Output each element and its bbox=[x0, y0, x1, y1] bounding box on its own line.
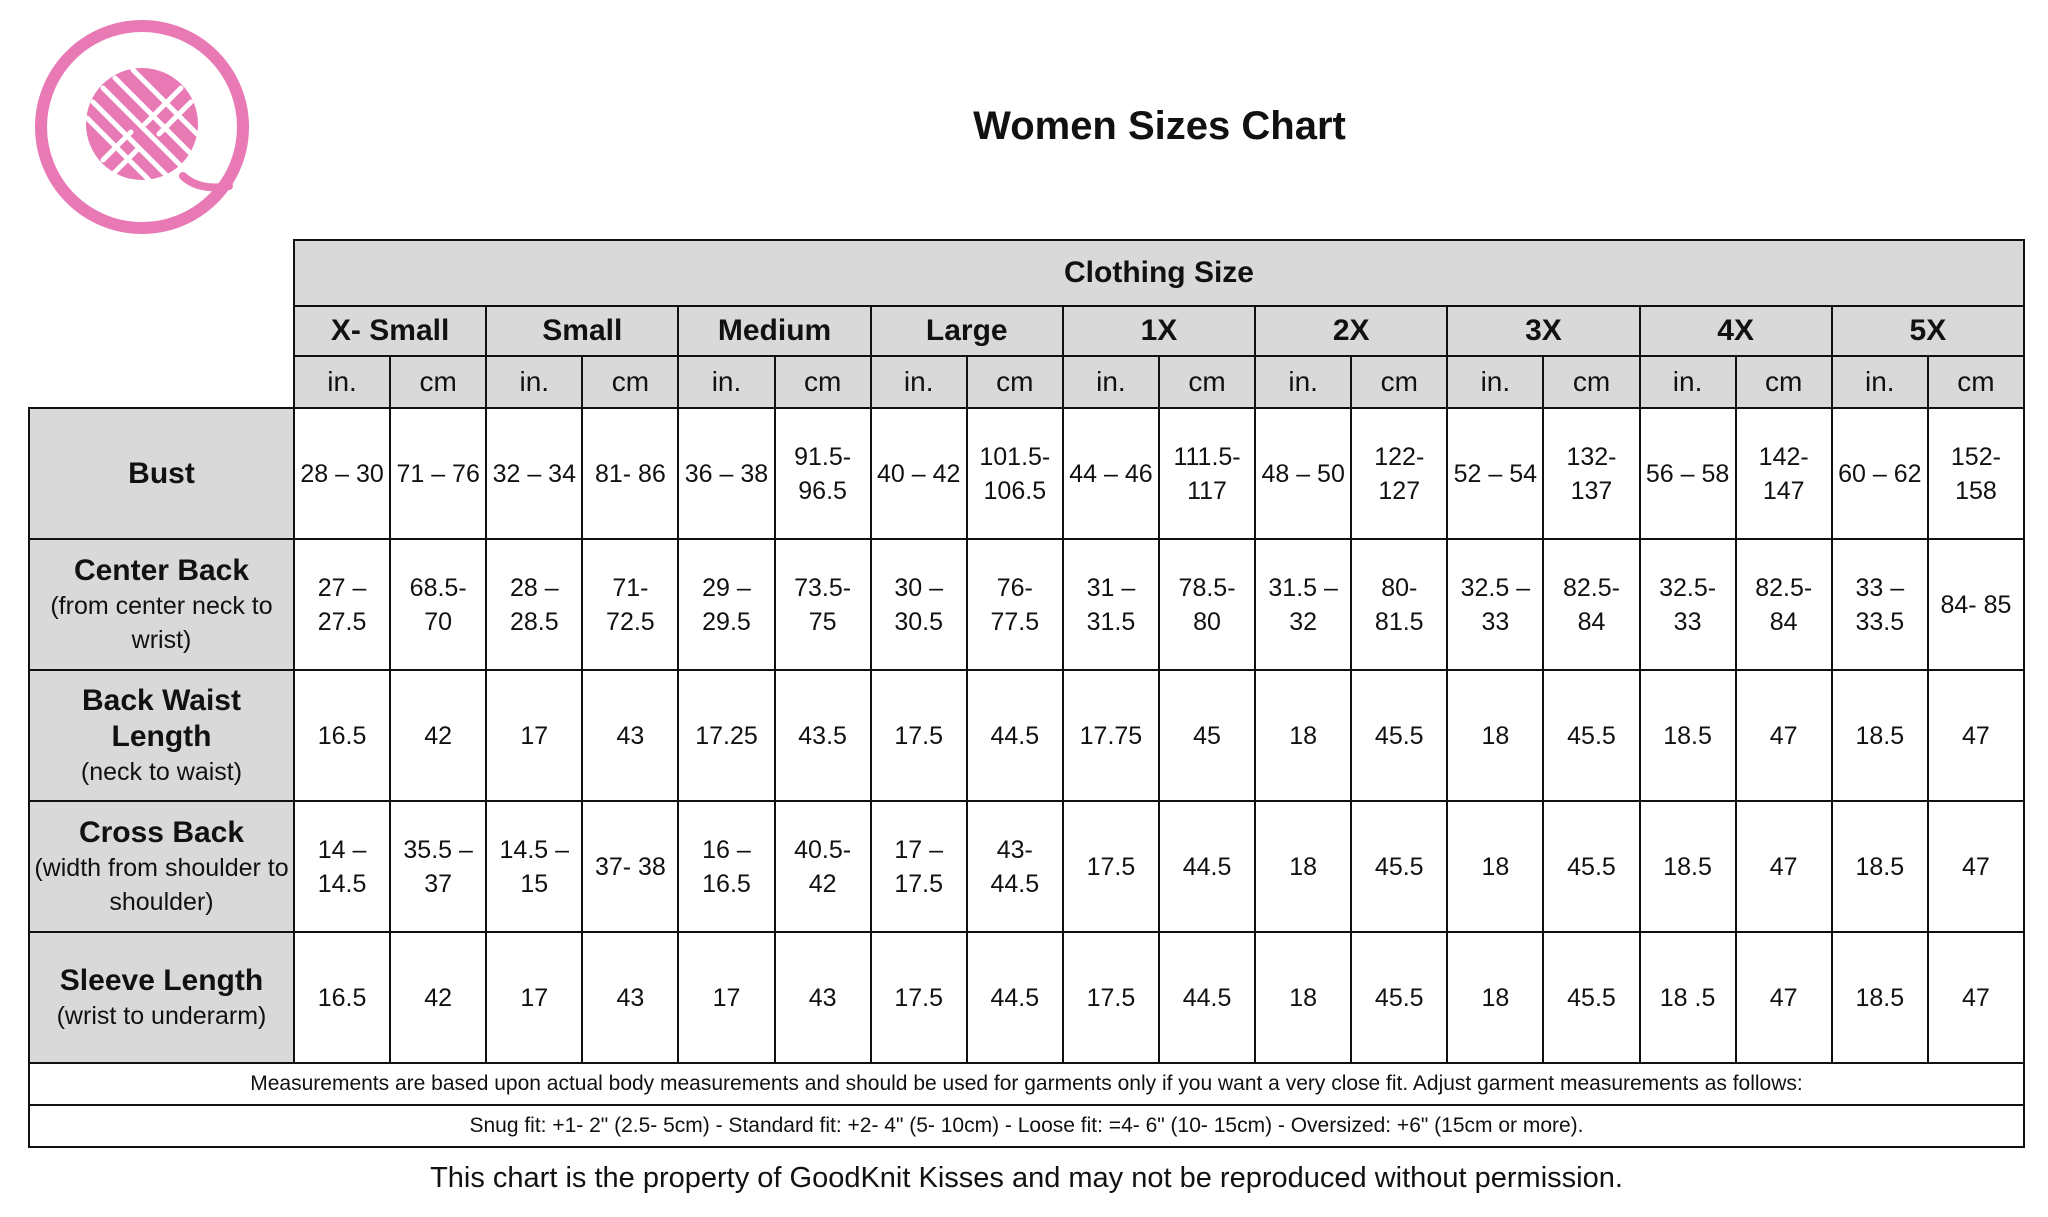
unit-header: cm bbox=[967, 356, 1063, 408]
row-label-main: Bust bbox=[128, 456, 195, 490]
unit-header: cm bbox=[390, 356, 486, 408]
table-cell: 18 bbox=[1255, 670, 1351, 801]
size-header: Medium bbox=[678, 306, 870, 356]
unit-header: cm bbox=[1928, 356, 2024, 408]
table-cell: 111.5- 117 bbox=[1159, 408, 1255, 539]
table-cell: 29 – 29.5 bbox=[678, 539, 774, 670]
table-cell: 45.5 bbox=[1543, 801, 1639, 932]
table-cell: 31 – 31.5 bbox=[1063, 539, 1159, 670]
table-cell: 43 bbox=[582, 932, 678, 1063]
table-cell: 47 bbox=[1736, 801, 1832, 932]
size-header: 4X bbox=[1640, 306, 1832, 356]
table-cell: 82.5- 84 bbox=[1736, 539, 1832, 670]
copyright-footer: This chart is the property of GoodKnit Kisses and may not be reproduced without permission. bbox=[430, 1162, 1623, 1194]
fit-note: Snug fit: +1- 2" (2.5- 5cm) - Standard fit: +2- 4" (5- 10cm) - Loose fit: =4- 6" (10- 15cm) - Oversized: +6" (15cm or more). bbox=[29, 1105, 2024, 1147]
table-cell: 18.5 bbox=[1832, 670, 1928, 801]
page-title: Women Sizes Chart bbox=[973, 104, 1346, 148]
table-cell: 44.5 bbox=[967, 932, 1063, 1063]
unit-header: in. bbox=[1255, 356, 1351, 408]
size-header: Large bbox=[871, 306, 1063, 356]
header-row-clothing-size bbox=[29, 240, 2024, 306]
table-cell: 44.5 bbox=[967, 670, 1063, 801]
table-cell: 17.5 bbox=[871, 932, 967, 1063]
unit-header: in. bbox=[678, 356, 774, 408]
table-cell: 28 – 30 bbox=[294, 408, 390, 539]
table-cell: 33 – 33.5 bbox=[1832, 539, 1928, 670]
table-cell: 47 bbox=[1736, 670, 1832, 801]
table-cell: 18.5 bbox=[1640, 801, 1736, 932]
table-cell: 43.5 bbox=[775, 670, 871, 801]
table-row bbox=[29, 801, 2024, 932]
table-cell: 78.5- 80 bbox=[1159, 539, 1255, 670]
table-row bbox=[29, 932, 2024, 1063]
row-label bbox=[29, 408, 294, 539]
size-chart-table bbox=[28, 239, 2025, 1148]
table-cell: 68.5- 70 bbox=[390, 539, 486, 670]
brand-logo bbox=[33, 18, 251, 236]
table-cell: 17 bbox=[486, 932, 582, 1063]
unit-header: cm bbox=[1543, 356, 1639, 408]
table-cell: 16.5 bbox=[294, 932, 390, 1063]
table-cell: 28 – 28.5 bbox=[486, 539, 582, 670]
table-cell: 45.5 bbox=[1351, 670, 1447, 801]
unit-header: cm bbox=[1736, 356, 1832, 408]
unit-header: in. bbox=[294, 356, 390, 408]
table-row bbox=[29, 539, 2024, 670]
table-cell: 27 – 27.5 bbox=[294, 539, 390, 670]
row-label-main: Sleeve Length bbox=[59, 963, 264, 997]
table-cell: 47 bbox=[1928, 801, 2024, 932]
table-cell: 17.5 bbox=[1063, 932, 1159, 1063]
unit-header: in. bbox=[1640, 356, 1736, 408]
table-cell: 40 – 42 bbox=[871, 408, 967, 539]
table-cell: 76- 77.5 bbox=[967, 539, 1063, 670]
table-cell: 18.5 bbox=[1832, 932, 1928, 1063]
table-cell: 17 – 17.5 bbox=[871, 801, 967, 932]
table-row bbox=[29, 670, 2024, 801]
measurement-rows bbox=[29, 408, 2024, 1063]
note-row bbox=[29, 1105, 2024, 1147]
table-cell: 18 bbox=[1447, 670, 1543, 801]
table-cell: 44 – 46 bbox=[1063, 408, 1159, 539]
table-cell: 132- 137 bbox=[1543, 408, 1639, 539]
table-cell: 56 – 58 bbox=[1640, 408, 1736, 539]
table-cell: 45.5 bbox=[1543, 932, 1639, 1063]
row-label-main: Center Back bbox=[73, 553, 250, 587]
table-cell: 32 – 34 bbox=[486, 408, 582, 539]
row-label-sub: (neck to waist) bbox=[80, 757, 243, 786]
table-cell: 40.5- 42 bbox=[775, 801, 871, 932]
table-cell: 84- 85 bbox=[1928, 539, 2024, 670]
table-cell: 47 bbox=[1736, 932, 1832, 1063]
table-cell: 16.5 bbox=[294, 670, 390, 801]
measurement-note: Measurements are based upon actual body measurements and should be used for garments only if you want a very close fit. Adjust garment measurements as follows: bbox=[29, 1063, 2024, 1105]
size-header: 5X bbox=[1832, 306, 2024, 356]
table-cell: 14.5 – 15 bbox=[486, 801, 582, 932]
clothing-size-header: Clothing Size bbox=[294, 240, 2024, 306]
table-cell: 31.5 – 32 bbox=[1255, 539, 1351, 670]
table-cell: 44.5 bbox=[1159, 801, 1255, 932]
unit-header: cm bbox=[775, 356, 871, 408]
corner-blank bbox=[29, 240, 294, 306]
header-row-sizes bbox=[29, 306, 2024, 356]
table-cell: 60 – 62 bbox=[1832, 408, 1928, 539]
table-cell: 35.5 – 37 bbox=[390, 801, 486, 932]
unit-header: cm bbox=[1351, 356, 1447, 408]
size-header: X- Small bbox=[294, 306, 486, 356]
table-cell: 45.5 bbox=[1543, 670, 1639, 801]
table-cell: 42 bbox=[390, 932, 486, 1063]
table-cell: 42 bbox=[390, 670, 486, 801]
table-cell: 71 – 76 bbox=[390, 408, 486, 539]
size-header: 2X bbox=[1255, 306, 1447, 356]
unit-header: cm bbox=[582, 356, 678, 408]
table-cell: 52 – 54 bbox=[1447, 408, 1543, 539]
table-cell: 73.5- 75 bbox=[775, 539, 871, 670]
table-cell: 43- 44.5 bbox=[967, 801, 1063, 932]
unit-header: in. bbox=[871, 356, 967, 408]
table-cell: 18.5 bbox=[1640, 670, 1736, 801]
table-cell: 48 – 50 bbox=[1255, 408, 1351, 539]
unit-header: in. bbox=[1832, 356, 1928, 408]
table-cell: 43 bbox=[775, 932, 871, 1063]
table-cell: 18 bbox=[1447, 801, 1543, 932]
table-cell: 47 bbox=[1928, 932, 2024, 1063]
size-header: Small bbox=[486, 306, 678, 356]
size-header: 3X bbox=[1447, 306, 1639, 356]
table-cell: 47 bbox=[1928, 670, 2024, 801]
row-label-sub: (wrist to underarm) bbox=[56, 1001, 267, 1030]
note-row bbox=[29, 1063, 2024, 1105]
yarn-ball-icon bbox=[33, 18, 251, 236]
table-cell: 152- 158 bbox=[1928, 408, 2024, 539]
table-cell: 45.5 bbox=[1351, 932, 1447, 1063]
unit-header: in. bbox=[486, 356, 582, 408]
table-cell: 30 – 30.5 bbox=[871, 539, 967, 670]
table-cell: 37- 38 bbox=[582, 801, 678, 932]
table-cell: 17.75 bbox=[1063, 670, 1159, 801]
table-row bbox=[29, 408, 2024, 539]
table-cell: 17.5 bbox=[871, 670, 967, 801]
table-cell: 17.25 bbox=[678, 670, 774, 801]
table-cell: 18 bbox=[1255, 801, 1351, 932]
unit-header: in. bbox=[1447, 356, 1543, 408]
table-cell: 122- 127 bbox=[1351, 408, 1447, 539]
table-cell: 32.5- 33 bbox=[1640, 539, 1736, 670]
table-cell: 101.5- 106.5 bbox=[967, 408, 1063, 539]
table-cell: 45 bbox=[1159, 670, 1255, 801]
row-label bbox=[29, 932, 294, 1063]
table-cell: 36 – 38 bbox=[678, 408, 774, 539]
table-cell: 16 – 16.5 bbox=[678, 801, 774, 932]
table-cell: 91.5- 96.5 bbox=[775, 408, 871, 539]
unit-header: cm bbox=[1159, 356, 1255, 408]
table-cell: 18.5 bbox=[1832, 801, 1928, 932]
table-cell: 82.5- 84 bbox=[1543, 539, 1639, 670]
table-cell: 45.5 bbox=[1351, 801, 1447, 932]
size-header: 1X bbox=[1063, 306, 1255, 356]
table-cell: 80- 81.5 bbox=[1351, 539, 1447, 670]
unit-header: in. bbox=[1063, 356, 1159, 408]
table-cell: 32.5 – 33 bbox=[1447, 539, 1543, 670]
row-label bbox=[29, 539, 294, 670]
table-cell: 81- 86 bbox=[582, 408, 678, 539]
row-label-sub: (from center neck to wrist) bbox=[50, 591, 273, 654]
table-cell: 43 bbox=[582, 670, 678, 801]
table-cell: 142- 147 bbox=[1736, 408, 1832, 539]
table-cell: 18 .5 bbox=[1640, 932, 1736, 1063]
table-cell: 18 bbox=[1447, 932, 1543, 1063]
table-cell: 17 bbox=[486, 670, 582, 801]
table-cell: 17.5 bbox=[1063, 801, 1159, 932]
row-label-main: Back Waist Length bbox=[82, 683, 241, 753]
table-cell: 17 bbox=[678, 932, 774, 1063]
row-label-sub: (width from shoulder to shoulder) bbox=[34, 853, 289, 916]
table-cell: 44.5 bbox=[1159, 932, 1255, 1063]
row-label bbox=[29, 801, 294, 932]
table-cell: 18 bbox=[1255, 932, 1351, 1063]
row-label bbox=[29, 670, 294, 801]
row-label-main: Cross Back bbox=[78, 815, 245, 849]
header-row-units bbox=[29, 356, 2024, 408]
table-cell: 71- 72.5 bbox=[582, 539, 678, 670]
table-cell: 14 – 14.5 bbox=[294, 801, 390, 932]
